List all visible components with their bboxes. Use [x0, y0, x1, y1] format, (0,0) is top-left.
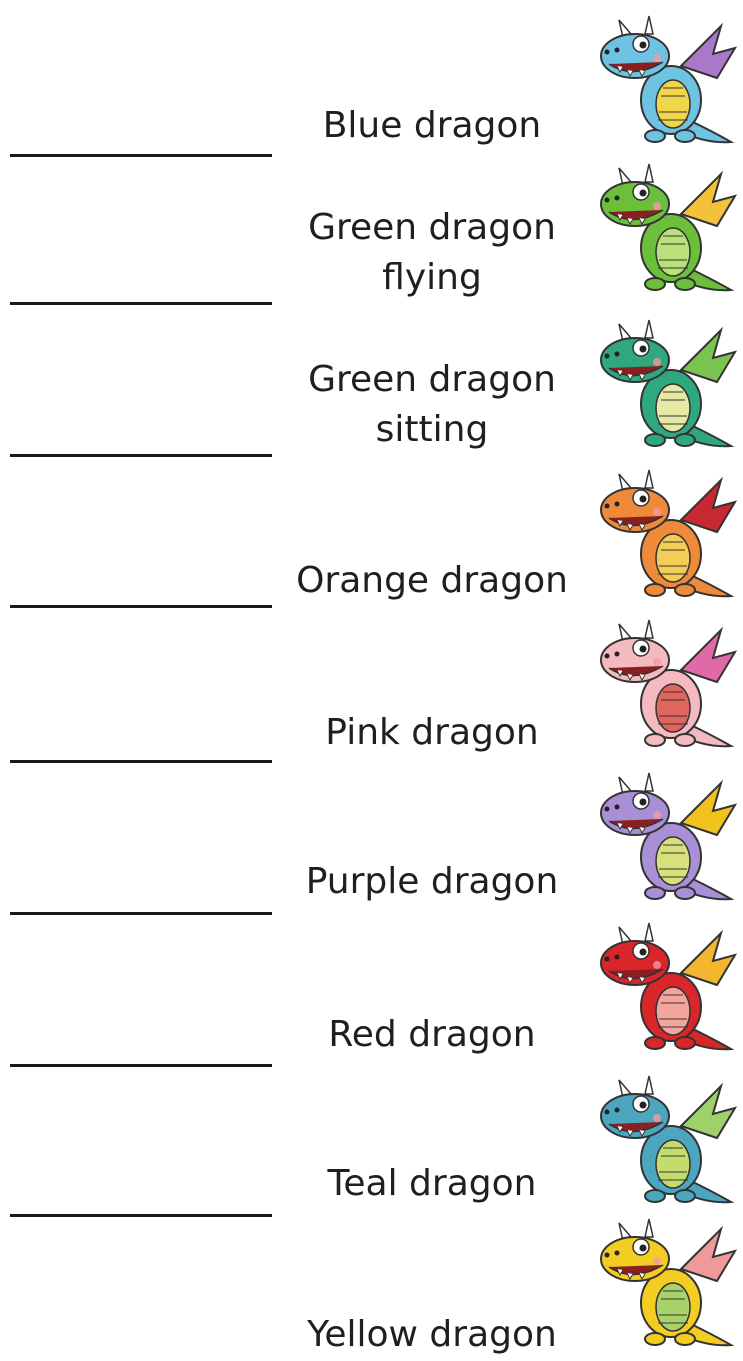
orange-dragon-icon — [593, 462, 743, 612]
item-label-line: Green dragon — [308, 207, 556, 248]
item-label — [282, 355, 582, 455]
item-label — [282, 1310, 582, 1360]
answer-line[interactable] — [10, 760, 272, 763]
item-label-line: Orange dragon — [296, 560, 568, 601]
item-label — [282, 857, 582, 907]
item-label — [282, 101, 582, 151]
answer-line[interactable] — [10, 1214, 272, 1217]
item-label — [282, 1159, 582, 1209]
answer-line[interactable] — [10, 1064, 272, 1067]
green-sitting-dragon-icon — [593, 312, 743, 462]
item-label — [282, 556, 582, 606]
purple-dragon-icon — [593, 765, 743, 915]
item-label-line: Green dragon — [308, 359, 556, 400]
blue-dragon-icon — [593, 8, 743, 158]
pink-dragon-icon — [593, 612, 743, 762]
answer-line[interactable] — [10, 302, 272, 305]
answer-line[interactable] — [10, 605, 272, 608]
item-label-line: Blue dragon — [322, 105, 542, 146]
item-label-line: Yellow dragon — [307, 1314, 557, 1355]
item-label-line: Pink dragon — [325, 712, 539, 753]
item-label-line: Purple dragon — [305, 861, 559, 902]
teal-dragon-icon — [593, 1068, 743, 1218]
item-label — [282, 1010, 582, 1060]
red-dragon-icon — [593, 915, 743, 1065]
item-label-line: Red dragon — [328, 1014, 536, 1055]
answer-line[interactable] — [10, 454, 272, 457]
item-label-line: sitting — [375, 409, 489, 450]
yellow-dragon-icon — [593, 1211, 743, 1361]
item-label-line: flying — [382, 257, 482, 298]
answer-line[interactable] — [10, 154, 272, 157]
item-label-line: Teal dragon — [327, 1163, 537, 1204]
item-label — [282, 708, 582, 758]
green-flying-dragon-icon — [593, 156, 743, 306]
item-label — [282, 203, 582, 303]
answer-line[interactable] — [10, 912, 272, 915]
